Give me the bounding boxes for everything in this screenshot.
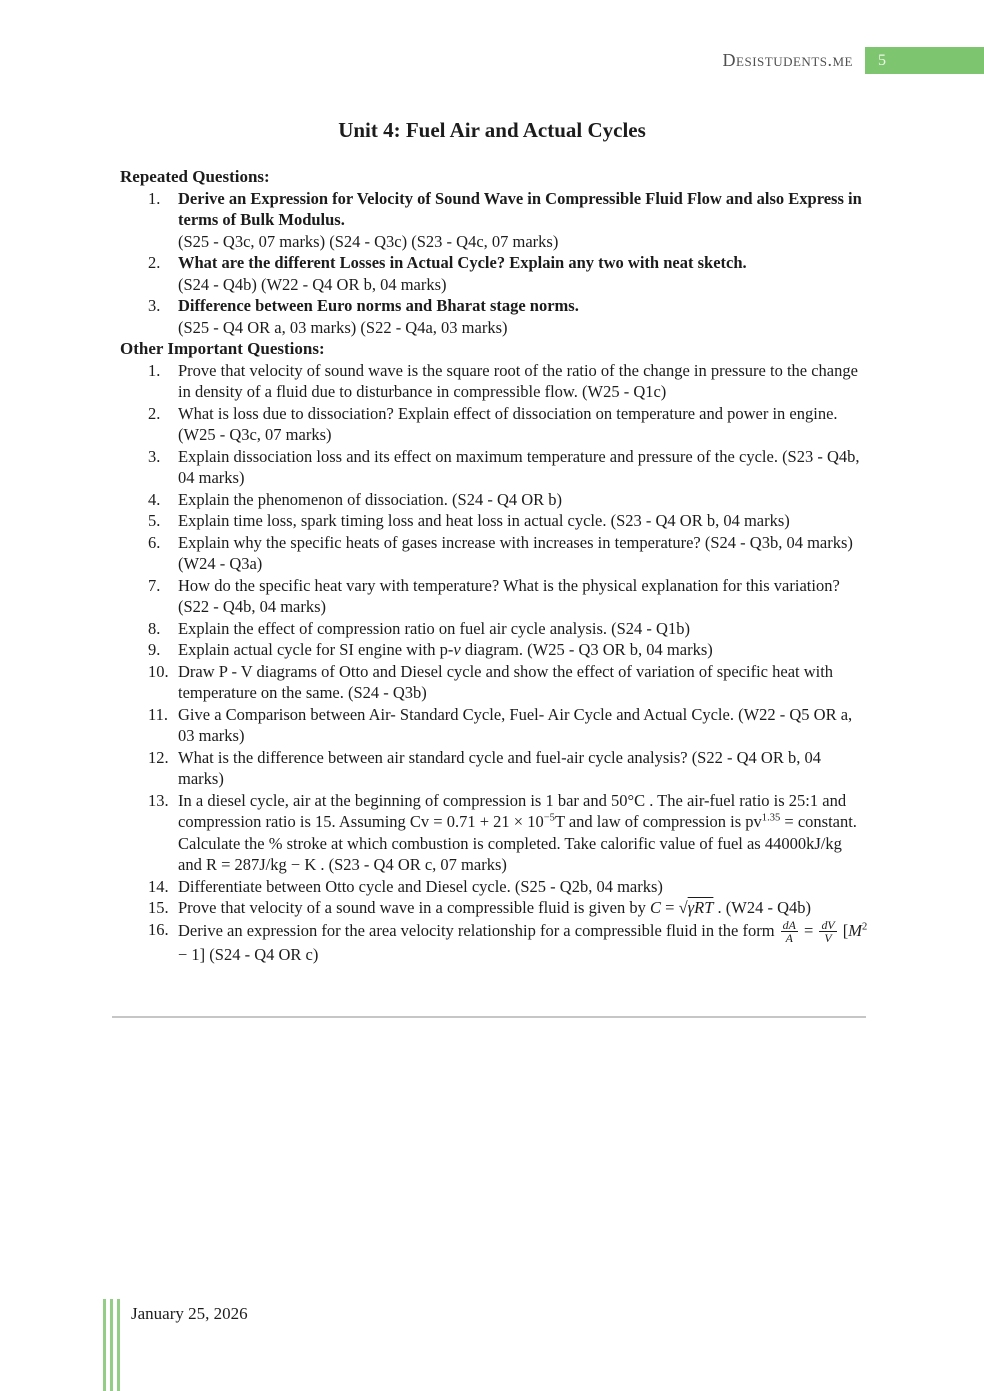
text-run: Give a Comparison between Air- Standard Cycle, Fuel- Air Cycle and Actual Cycle. (W22 - Q5 OR a, 03 marks) <box>178 704 853 745</box>
text-run: Derive an Expression for Velocity of Sound Wave in Compressible Fluid Flow and also Express in terms of Bulk Modulus. <box>178 188 862 229</box>
footer-bar <box>117 1299 120 1391</box>
question-number: 9. <box>148 640 161 659</box>
question-item <box>120 704 868 747</box>
text-run: 1.35 <box>761 812 781 824</box>
question-item <box>120 876 868 898</box>
text-run: T and law of compression is pv <box>554 812 762 831</box>
question-text <box>178 403 868 446</box>
question-item <box>120 618 868 640</box>
text-run: [ <box>838 920 849 940</box>
page-number: 5 <box>878 51 886 69</box>
text-run: v <box>453 640 461 659</box>
question-text <box>178 876 868 898</box>
radical-sign: √ <box>678 898 688 917</box>
text-run: −5 <box>543 812 555 824</box>
question-text <box>178 575 868 618</box>
page-title: Unit 4: Fuel Air and Actual Cycles <box>338 118 646 142</box>
page-number-badge <box>865 47 984 74</box>
footer-decoration-bars <box>103 1299 120 1391</box>
question-item <box>120 790 868 876</box>
question-item <box>120 489 868 511</box>
text-run: Prove that velocity of a sound wave in a compressible fluid is given by <box>178 898 650 917</box>
question-text <box>178 188 868 253</box>
question-number: 5. <box>148 511 161 530</box>
text-run: Explain time loss, spark timing loss and heat loss in actual cycle. (S23 - Q4 OR b, 04 marks) <box>178 511 790 530</box>
question-number: 3. <box>148 446 161 466</box>
question-item <box>120 295 868 338</box>
question-item <box>120 575 868 618</box>
text-run: Explain the effect of compression ratio on fuel air cycle analysis. (S24 - Q1b) <box>178 618 690 638</box>
text-run: What are the different Losses in Actual Cycle? Explain any two with neat sketch. <box>178 253 747 272</box>
footer-bar <box>110 1299 113 1391</box>
text-run: (S25 - Q3c, 07 marks) (S24 - Q3c) (S23 - Q4c, 07 marks) <box>178 231 559 251</box>
question-text <box>178 919 868 966</box>
text-run: = constant. Calculate the % stroke at which combustion is completed. Take calorific value of fuel as 44000kJ/kg and R = 287J/kg − K . (S23 - Q4 OR c, 07 marks) <box>178 812 857 874</box>
question-item <box>120 747 868 790</box>
text-run: Differentiate between Otto cycle and Diesel cycle. (S25 - Q2b, 04 marks) <box>178 876 663 896</box>
question-number: 1. <box>148 360 161 380</box>
text-run: M <box>848 920 863 940</box>
text-run: (S25 - Q4 OR a, 03 marks) (S22 - Q4a, 03 marks) <box>178 317 508 337</box>
fraction-denominator: V <box>824 930 832 945</box>
question-text <box>178 252 868 295</box>
text-run: Difference between Euro norms and Bharat stage norms. <box>178 296 579 315</box>
question-number: 3. <box>148 296 161 315</box>
question-item <box>120 360 868 403</box>
question-number: 15. <box>148 898 169 917</box>
question-text <box>178 790 868 876</box>
section-heading: Other Important Questions: <box>120 339 325 358</box>
text-run: Draw P - V diagrams of Otto and Diesel cycle and show the effect of variation of specific heat with temperature on the same. (S24 - Q3b) <box>178 661 834 702</box>
end-divider <box>112 1016 866 1018</box>
text-run: In a diesel cycle, air at the beginning of compression is 1 bar and 50°C . The air-fuel ratio is 25:1 and compression ratio is 15. Assuming Cv = 0.71 + 21 × 10 <box>178 790 847 831</box>
question-text <box>178 360 868 403</box>
question-number: 4. <box>148 489 161 509</box>
text-run: 2 <box>862 920 868 932</box>
question-item <box>120 403 868 446</box>
text-run: (S24 - Q4b) (W22 - Q4 OR b, 04 marks) <box>178 274 447 294</box>
text-run: Explain the phenomenon of dissociation. (S24 - Q4 OR b) <box>178 489 563 509</box>
fraction <box>819 919 836 945</box>
text-run: What is the difference between air standard cycle and fuel-air cycle analysis? (S22 - Q4 OR b, 04 marks) <box>178 747 821 788</box>
question-item <box>120 919 868 966</box>
text-run: diagram. (W25 - Q3 OR b, 04 marks) <box>460 640 713 659</box>
question-item <box>120 532 868 575</box>
question-item <box>120 897 868 919</box>
question-text <box>178 704 868 747</box>
question-number: 16. <box>148 919 169 939</box>
question-text <box>178 446 868 489</box>
question-number: 1. <box>148 188 161 208</box>
fraction-numerator: dV <box>821 917 835 932</box>
question-item <box>120 510 868 532</box>
question-number: 14. <box>148 876 169 896</box>
footer-bar <box>103 1299 106 1391</box>
text-run: C <box>649 898 661 917</box>
text-run: Explain actual cycle for SI engine with p- <box>178 640 454 659</box>
text-run: . (W24 - Q4b) <box>713 898 811 917</box>
question-text <box>178 295 868 338</box>
question-item <box>120 661 868 704</box>
question-item <box>120 639 868 661</box>
question-number: 6. <box>148 532 161 552</box>
question-text <box>178 532 868 575</box>
radicand: γRT <box>687 898 714 917</box>
fraction-denominator: A <box>785 930 793 945</box>
question-text <box>178 747 868 790</box>
fraction <box>781 919 798 945</box>
question-text <box>178 661 868 704</box>
text-run: How do the specific heat vary with temperature? What is the physical explanation for this variation? (S22 - Q4b, 04 marks) <box>178 575 840 616</box>
questions-area <box>120 166 868 966</box>
question-number: 10. <box>148 661 169 681</box>
question-number: 2. <box>148 403 161 423</box>
footer-date: January 25, 2026 <box>131 1304 248 1323</box>
question-number: 12. <box>148 747 169 767</box>
section-heading: Repeated Questions: <box>120 167 270 186</box>
question-item <box>120 252 868 295</box>
question-number: 7. <box>148 575 161 595</box>
text-run: − 1] (S24 - Q4 OR c) <box>178 945 319 965</box>
question-text <box>178 897 868 919</box>
question-item <box>120 446 868 489</box>
question-number: 13. <box>148 790 169 810</box>
page-header <box>0 46 984 74</box>
text-run: Explain why the specific heats of gases increase with increases in temperature? (S24 - Q3b, 04 marks) (W24 - Q3a) <box>178 532 853 573</box>
text-run: Derive an expression for the area velocity relationship for a compressible fluid in the form <box>178 920 779 940</box>
question-number: 2. <box>148 253 161 272</box>
question-number: 11. <box>148 704 169 724</box>
question-text <box>178 510 868 532</box>
fraction-numerator: dA <box>782 917 796 932</box>
question-text <box>178 489 868 511</box>
text-run: What is loss due to dissociation? Explain effect of dissociation on temperature and power in engine. (W25 - Q3c, 07 marks) <box>178 403 838 444</box>
text-run: = <box>661 898 679 917</box>
text-run: Prove that velocity of sound wave is the square root of the ratio of the change in pressure to the change in density of a fluid due to disturbance in compressible flow. (W25 - Q1c) <box>178 360 858 401</box>
question-item <box>120 188 868 253</box>
question-number: 8. <box>148 618 161 638</box>
text-run: Explain dissociation loss and its effect on maximum temperature and pressure of the cycle. (S23 - Q4b, 04 marks) <box>178 446 860 487</box>
site-name: Desistudents.me <box>722 50 853 70</box>
question-text <box>178 618 868 640</box>
question-text <box>178 639 868 661</box>
text-run: = <box>799 920 818 940</box>
